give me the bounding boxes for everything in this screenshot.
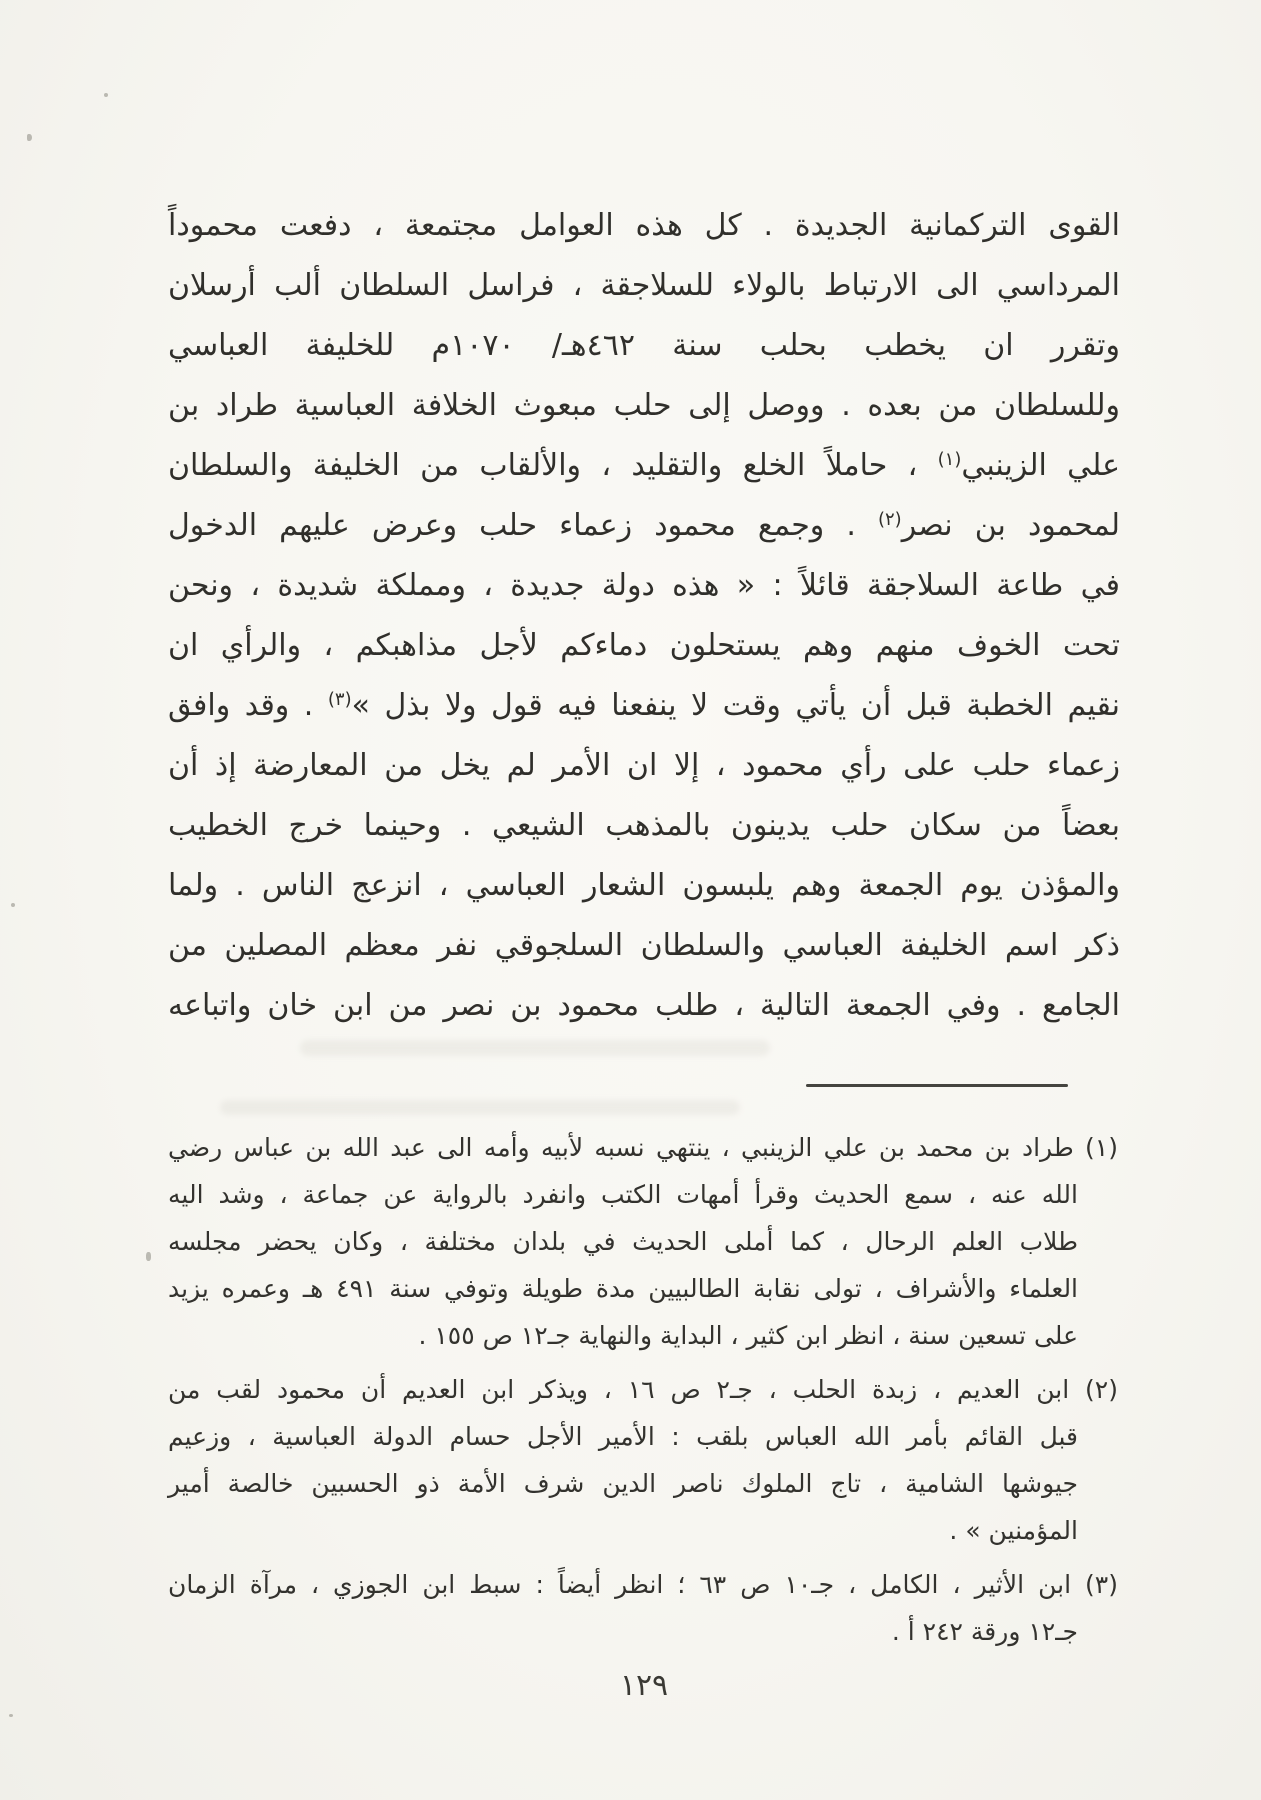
body-line: والمؤذن يوم الجمعة وهم يلبسون الشعار العباسي ، انزعج الناس . ولما (168, 868, 1120, 903)
footnote-line: (١) طراد بن محمد بن علي الزينبي ، ينتهي نسبه لأبيه وأمه الى عبد الله بن عباس رضي (168, 1133, 1118, 1162)
footnote-line: طلاب العلم الرحال ، كما أملى الحديث في بلدان مختلفة ، وكان يحضر مجلسه (168, 1227, 1078, 1256)
footnote-line: جـ١٢ ورقة ٢٤٢ أ . (891, 1617, 1078, 1646)
scan-artifact (300, 1040, 770, 1056)
body-line: في طاعة السلاجقة قائلاً : « هذه دولة جديدة ، ومملكة شديدة ، ونحن (168, 568, 1120, 603)
footnote-line: المؤمنين » . (949, 1516, 1078, 1545)
body-line: علي الزينبي$^{(١)}$ ، حاملاً الخلع والتقليد ، والألقاب من الخليفة والسلطان (168, 448, 1120, 483)
footnote-line: على تسعين سنة ، انظر ابن كثير ، البداية والنهاية جـ١٢ ص ١٥٥ . (418, 1321, 1078, 1350)
body-line: ذكر اسم الخليفة العباسي والسلطان السلجوقي نفر معظم المصلين من (168, 928, 1120, 963)
body-line: المرداسي الى الارتباط بالولاء للسلاجقة ، فراسل السلطان ألب أرسلان (168, 268, 1120, 303)
page-number: ١٢٩ (619, 1668, 669, 1703)
scan-artifact (9, 1714, 13, 1717)
footnote-line: جيوشها الشامية ، تاج الملوك ناصر الدين شرف الأمة ذو الحسبين خالصة أمير (168, 1469, 1078, 1498)
body-line: وللسلطان من بعده . ووصل إلى حلب مبعوث الخلافة العباسية طراد بن (168, 388, 1120, 423)
footnote-line: (٢) ابن العديم ، زبدة الحلب ، جـ٢ ص ١٦ ، ويذكر ابن العديم أن محمود لقب من (168, 1375, 1118, 1404)
main-text (168, 196, 1120, 1036)
footnote-separator (806, 1084, 1068, 1087)
body-line: نقيم الخطبة قبل أن يأتي وقت لا ينفعنا فيه قول ولا بذل »$^{(٣)}$ . وقد وافق (168, 688, 1120, 723)
body-line: تحت الخوف منهم وهم يستحلون دماءكم لأجل مذاهبكم ، والرأي ان (168, 628, 1120, 663)
body-line: الجامع . وفي الجمعة التالية ، طلب محمود بن نصر من ابن خان واتباعه (168, 988, 1120, 1023)
footnote-line: العلماء والأشراف ، تولى نقابة الطالبيين مدة طويلة وتوفي سنة ٤٩١ هـ وعمره يزيد (168, 1274, 1079, 1303)
body-line: القوى التركمانية الجديدة . كل هذه العوامل مجتمعة ، دفعت محموداً (168, 208, 1120, 243)
footnote-1 (168, 1124, 1118, 1359)
scan-artifact (27, 134, 32, 141)
body-line: بعضاً من سكان حلب يدينون بالمذهب الشيعي . وحينما خرج الخطيب (168, 808, 1120, 843)
footnote-line: (٣) ابن الأثير ، الكامل ، جـ١٠ ص ٦٣ ؛ انظر أيضاً : سبط ابن الجوزي ، مرآة الزمان (168, 1570, 1118, 1599)
scan-artifact (11, 903, 15, 907)
footnotes-section (168, 1124, 1118, 1662)
body-line: وتقرر ان يخطب بحلب سنة ٤٦٢هـ/ ١٠٧٠م للخليفة العباسي (168, 328, 1120, 363)
footnote-line: الله عنه ، سمع الحديث وقرأ أمهات الكتب وانفرد بالرواية عن جماعة ، وشد اليه (168, 1180, 1078, 1209)
scan-artifact (104, 93, 108, 97)
scan-artifact (220, 1100, 740, 1115)
footnote-2 (168, 1366, 1118, 1554)
footnote-line: قبل القائم بأمر الله العباس بلقب : الأمير الأجل حسام الدولة العباسية ، وزعيم (168, 1422, 1078, 1451)
body-line: لمحمود بن نصر$^{(٢)}$ . وجمع محمود زعماء حلب وعرض عليهم الدخول (168, 508, 1121, 543)
body-line: زعماء حلب على رأي محمود ، إلا ان الأمر لم يخل من المعارضة إذ أن (168, 748, 1120, 783)
scan-artifact (146, 1252, 151, 1261)
footnote-3 (168, 1561, 1118, 1655)
